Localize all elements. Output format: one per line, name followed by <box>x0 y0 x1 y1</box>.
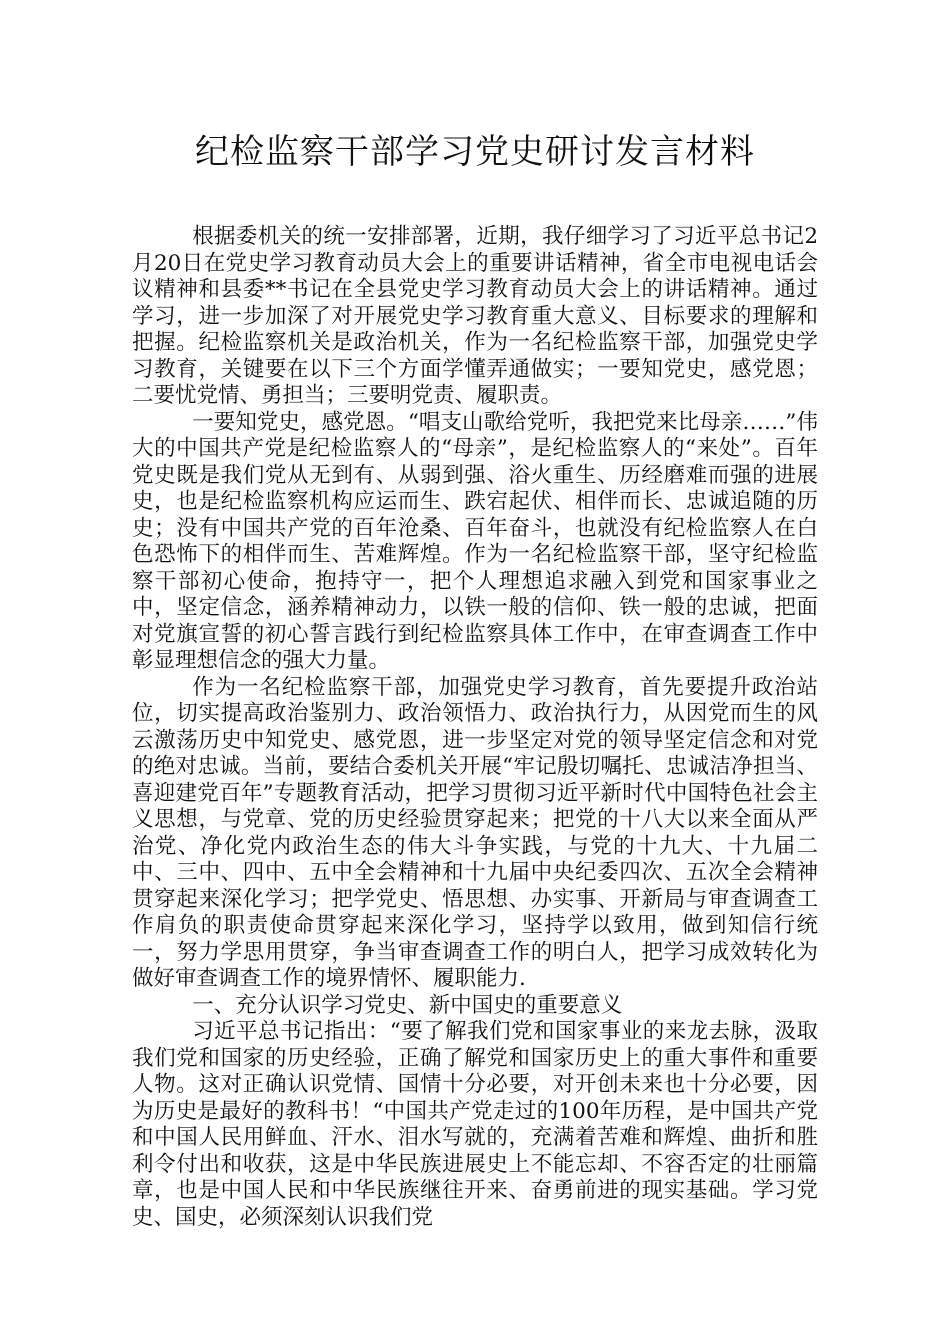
document-body <box>132 224 818 1231</box>
paragraph-political-stance: 作为一名纪检监察干部，加强党史学习教育，首先要提升政治站位，切实提高政治鉴别力、政治领悟力、政治执行力，从因党而生的风云激荡历史中知党史、感党恩，进一步坚定对党的领导坚定信念和对党的绝对忠诚。当前，要结合委机关开展“牢记殷切嘱托、忠诚洁净担当、喜迎建党百年”专题教育活动，把学习贯彻习近平新时代中国特色社会主义思想，与党章、党的历史经验贯穿起来；把党的十八大以来全面从严治党、净化党内政治生态的伟大斗争实践，与党的十九大、十九届二中、三中、四中、五中全会精神和十九届中央纪委四次、五次全会精神贯穿起来深化学习；把学党史、悟思想、办实事、开新局与审查调查工作肩负的职责使命贯穿起来深化学习，坚持学以致用，做到知信行统一，努力学思用贯穿，争当审查调查工作的明白人，把学习成效转化为做好审查调查工作的境界情怀、履职能力. <box>132 674 818 991</box>
paragraph-know-history: 一要知党史，感党恩。“唱支山歌给党听，我把党来比母亲……”伟大的中国共产党是纪检监察人的“母亲”，是纪检监察人的“来处”。百年党史既是我们党从无到有、从弱到强、浴火重生、历经磨难而强的进展史，也是纪检监察机构应运而生、跌宕起伏、相伴而长、忠诚追随的历史；没有中国共产党的百年沧桑、百年奋斗，也就没有纪检监察人在白色恐怖下的相伴而生、苦难辉煌。作为一名纪检监察干部，坚守纪检监察干部初心使命，抱持守一，把个人理想追求融入到党和国家事业之中，坚定信念，涵养精神动力，以铁一般的信仰、铁一般的忠诚，把面对党旗宣誓的初心誓言践行到纪检监察具体工作中，在审查调查工作中彰显理想信念的强大力量。 <box>132 409 818 673</box>
paragraph-intro: 根据委机关的统一安排部署，近期，我仔细学习了习近平总书记2月20日在党史学习教育动员大会上的重要讲话精神，省全市电视电话会议精神和县委**书记在全县党史学习教育动员大会上的讲话精神。通过学习，进一步加深了对开展党史学习教育重大意义、目标要求的理解和把握。纪检监察机关是政治机关，作为一名纪检监察干部，加强党史学习教育，关键要在以下三个方面学懂弄通做实；一要知党史，感党恩；二要忧党情、勇担当；三要明党责、履职责。 <box>132 224 818 408</box>
document-title: 纪检监察干部学习党史研讨发言材料 <box>195 132 755 172</box>
section-heading: 一、充分认识学习党史、新中国史的重要意义 <box>192 992 623 1018</box>
paragraph-quote: 习近平总书记指出：“要了解我们党和国家事业的来龙去脉，汲取我们党和国家的历史经验，正确了解党和国家历史上的重大事件和重要人物。这对正确认识党情、国情十分必要，对开创未来也十分必要，因为历史是最好的教科书！“中国共产党走过的100年历程，是中国共产党和中国人民用鲜血、汗水、泪水写就的，充满着苦难和辉煌、曲折和胜利令付出和收获，这是中华民族进展史上不能忘却、不容否定的壮丽篇章，也是中国人民和中华民族继往开来、奋勇前进的现实基础。学习党史、国史，必须深刻认识我们党 <box>132 1019 818 1230</box>
